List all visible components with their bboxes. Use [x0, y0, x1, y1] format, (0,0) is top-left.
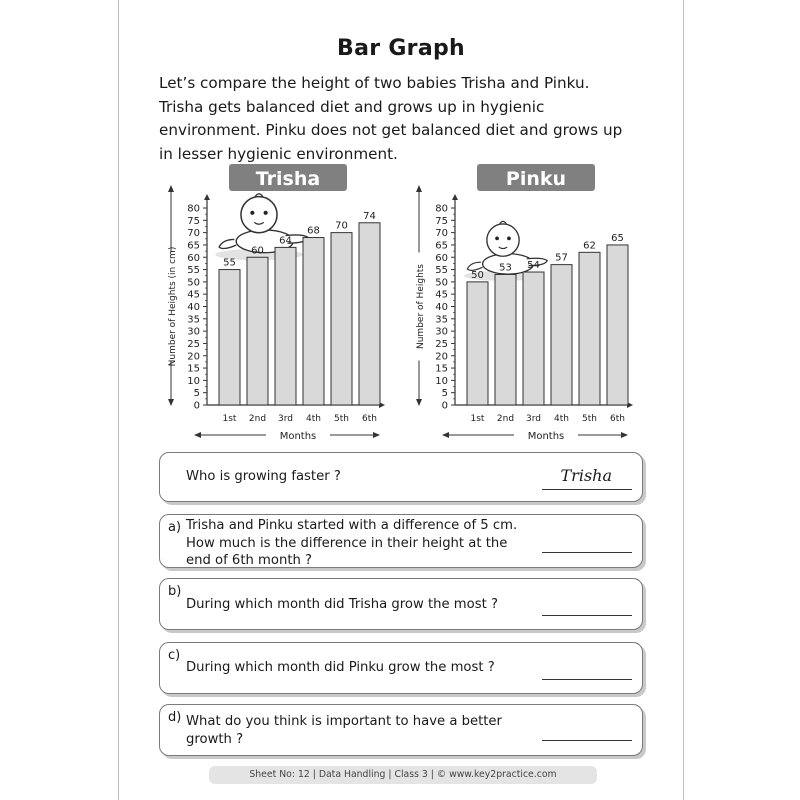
question-text-line: growth ?: [186, 731, 244, 747]
y-axis-arrow: [452, 194, 458, 200]
bar-value-label: 68: [307, 225, 320, 237]
answer-line[interactable]: [542, 489, 632, 490]
y-tick-label: 60: [435, 252, 448, 264]
intro-line: Let’s compare the height of two babies Trisha and Pinku.: [159, 74, 590, 92]
bar-value-label: 64: [279, 235, 292, 247]
y-axis-label: Number of Heights: [416, 264, 426, 349]
chart-title: Trisha: [255, 168, 321, 190]
answer-line[interactable]: [542, 552, 632, 553]
x-tick-label: 4th: [306, 414, 321, 424]
x-tick-label: 6th: [610, 414, 625, 424]
bar: [331, 233, 352, 405]
x-tick-label: 6th: [362, 414, 377, 424]
y-tick-label: 55: [187, 265, 200, 277]
y-label-arrow: [168, 185, 174, 192]
intro-line: Trisha gets balanced diet and grows up in hygienic: [159, 97, 545, 116]
y-label-arrow: [416, 399, 422, 406]
bar: [495, 274, 516, 405]
question-card-c: [159, 642, 643, 694]
y-tick-label: 5: [441, 388, 448, 400]
y-tick-label: 0: [441, 400, 448, 412]
bar-value-label: 62: [583, 240, 596, 252]
answer-line[interactable]: [542, 740, 632, 741]
y-tick-label: 30: [187, 326, 200, 338]
worksheet-page: [118, 0, 684, 800]
chart-title: Pinku: [505, 168, 567, 190]
bar: [523, 272, 544, 405]
intro-line: environment. Pinku does not get balanced diet and grows up: [159, 121, 623, 139]
x-label-arrow: [621, 432, 628, 438]
x-tick-label: 1st: [470, 414, 485, 424]
y-tick-label: 25: [187, 338, 200, 350]
question-text-line: How much is the difference in their height at the: [186, 535, 508, 551]
bar: [247, 257, 268, 405]
y-tick-label: 50: [435, 277, 448, 289]
page-title: Bar Graph: [337, 36, 465, 61]
y-tick-label: 75: [435, 215, 448, 227]
y-tick-label: 20: [435, 351, 448, 363]
bar-value-label: 54: [527, 260, 540, 272]
x-tick-label: 3rd: [278, 414, 293, 424]
bar-value-label: 70: [335, 220, 348, 232]
bar-value-label: 65: [611, 232, 624, 244]
answer-line[interactable]: [542, 615, 632, 616]
bar-value-label: 50: [471, 269, 484, 281]
bar: [359, 223, 380, 405]
y-tick-label: 55: [435, 265, 448, 277]
x-label-arrow: [194, 432, 201, 438]
y-tick-label: 70: [435, 228, 448, 240]
x-label-arrow: [373, 432, 380, 438]
chart-svg: [159, 160, 389, 450]
question-text-line: end of 6th month ?: [186, 553, 313, 568]
bar: [303, 238, 324, 405]
bar-value-label: 53: [499, 262, 512, 274]
x-tick-label: 3rd: [526, 414, 541, 424]
intro-paragraph: [159, 72, 659, 166]
question-letter: b): [168, 584, 182, 599]
x-tick-label: 5th: [334, 414, 349, 424]
y-tick-label: 45: [187, 289, 200, 301]
y-tick-label: 35: [435, 314, 448, 326]
y-tick-label: 15: [187, 363, 200, 375]
bar-value-label: 60: [251, 245, 264, 257]
y-tick-label: 40: [435, 302, 448, 313]
y-tick-label: 65: [435, 240, 448, 252]
question-text: During which month did Pinku grow the most ?: [186, 660, 495, 675]
y-axis-label: Number of Heights (in cm): [168, 246, 178, 367]
answer-line[interactable]: [542, 679, 632, 680]
x-tick-label: 1st: [222, 414, 237, 424]
y-label-arrow: [168, 399, 174, 406]
question-card-b: [159, 578, 643, 630]
x-tick-label: 5th: [582, 414, 597, 424]
y-tick-label: 50: [187, 277, 200, 289]
question-letter: c): [168, 648, 181, 663]
y-tick-label: 15: [435, 363, 448, 375]
pinku-bar-chart: [407, 160, 637, 450]
bar: [275, 247, 296, 405]
y-tick-label: 25: [435, 338, 448, 350]
y-label-arrow: [416, 185, 422, 192]
question-letter: a): [168, 520, 182, 535]
bar-value-label: 74: [363, 210, 376, 222]
y-tick-label: 65: [187, 240, 200, 252]
question-text: [186, 713, 502, 748]
intro-line: in lesser hygienic environment.: [159, 144, 398, 163]
y-tick-label: 45: [435, 289, 448, 301]
y-axis-arrow: [204, 194, 210, 200]
bar: [607, 245, 628, 405]
y-tick-label: 10: [435, 375, 448, 387]
answer-text: Trisha: [560, 466, 612, 485]
question-text: Who is growing faster ?: [186, 469, 341, 484]
chart-svg: [407, 160, 637, 450]
question-text-line: Trisha and Pinku started with a difference of 5 cm.: [186, 518, 518, 533]
bar: [467, 282, 488, 405]
y-tick-label: 10: [187, 375, 200, 387]
bar: [551, 265, 572, 405]
bar: [579, 252, 600, 405]
x-axis-label: Months: [527, 431, 565, 442]
y-tick-label: 40: [187, 302, 200, 313]
y-tick-label: 20: [187, 351, 200, 363]
x-tick-label: 2nd: [496, 414, 515, 424]
question-text-line: What do you think is important to have a better: [186, 714, 502, 729]
bar-value-label: 55: [223, 257, 236, 269]
y-tick-label: 5: [193, 388, 200, 400]
trisha-bar-chart: [159, 160, 389, 450]
y-tick-label: 70: [187, 228, 200, 240]
footer-bar: Sheet No: 12 | Data Handling | Class 3 | © www.key2practice.com: [209, 766, 597, 784]
x-axis-label: Months: [279, 431, 317, 442]
y-tick-label: 75: [187, 215, 200, 227]
question-card-a: [159, 514, 643, 568]
bar: [219, 270, 240, 405]
x-tick-label: 4th: [554, 414, 569, 424]
question-text: During which month did Trisha grow the most ?: [186, 597, 498, 612]
x-tick-label: 2nd: [248, 414, 267, 424]
x-label-arrow: [442, 432, 449, 438]
y-tick-label: 35: [187, 314, 200, 326]
question-text: [186, 517, 517, 570]
y-tick-label: 60: [187, 252, 200, 264]
y-tick-label: 30: [435, 326, 448, 338]
y-tick-label: 80: [187, 203, 200, 215]
question-letter: d): [168, 710, 182, 725]
question-card-d: [159, 704, 643, 756]
bar-value-label: 57: [555, 252, 568, 264]
question-card-main: [159, 452, 643, 502]
y-tick-label: 80: [435, 203, 448, 215]
y-tick-label: 0: [193, 400, 200, 412]
